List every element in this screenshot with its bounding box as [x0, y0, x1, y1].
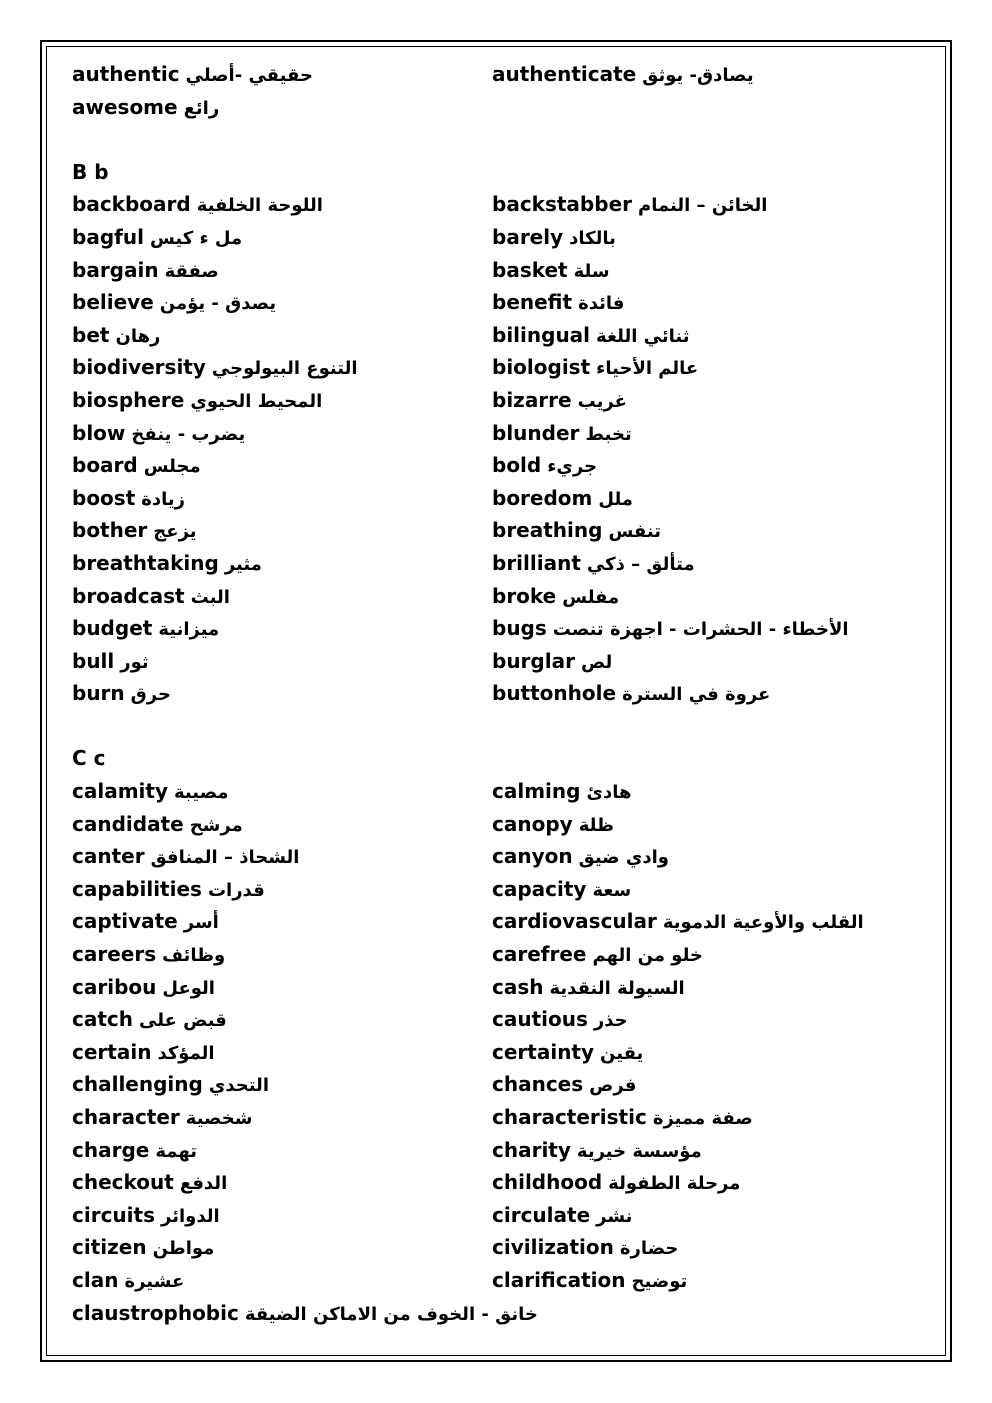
vocab-entry: [492, 775, 631, 810]
arabic-translation: رهان: [115, 325, 161, 347]
arabic-translation: الخائن – النمام: [638, 195, 768, 217]
vocab-entry: [492, 1134, 702, 1169]
arabic-translation: اللوحة الخلفية: [196, 195, 323, 217]
arabic-translation: غريب: [577, 390, 627, 412]
english-word: carefree: [492, 942, 587, 967]
vocab-entry: [492, 1101, 753, 1136]
vocab-row: [72, 547, 932, 580]
vocab-entry: [492, 1068, 636, 1103]
arabic-translation: لص: [580, 651, 613, 673]
arabic-translation: نشر: [596, 1205, 633, 1227]
arabic-translation: تنفس: [608, 521, 661, 543]
vocab-entry: [72, 91, 219, 126]
arabic-translation: حضارة: [619, 1238, 679, 1260]
vocab-row: [72, 1297, 932, 1330]
arabic-translation: سلة: [573, 260, 610, 282]
english-word: board: [72, 453, 138, 478]
vocab-entry: [72, 1199, 220, 1234]
english-word: civilization: [492, 1235, 614, 1260]
arabic-translation: مثير: [224, 553, 262, 575]
vocab-row: [72, 58, 932, 91]
english-word: budget: [72, 616, 153, 641]
english-word: captivate: [72, 909, 178, 934]
vocab-entry: [492, 547, 695, 582]
arabic-translation: ميزانية: [158, 619, 220, 641]
vocab-entry: [492, 351, 698, 386]
vocab-entry: [72, 1036, 215, 1071]
vocab-row: [72, 286, 932, 319]
arabic-translation: ملل: [598, 488, 633, 510]
vocab-entry: [492, 1264, 687, 1299]
section-letter: B b: [72, 159, 109, 184]
english-word: certain: [72, 1039, 152, 1064]
arabic-translation: وظائف: [162, 945, 226, 967]
vocab-entry: [72, 905, 219, 940]
vocab-entry: [492, 188, 767, 223]
vocab-row: [72, 905, 932, 938]
english-word: bold: [492, 453, 542, 478]
arabic-translation: خانق - الخوف من الاماكن الضيقة: [244, 1303, 538, 1325]
vocab-row: [72, 319, 932, 352]
arabic-translation: قبض على: [139, 1010, 227, 1032]
english-word: cash: [492, 974, 544, 999]
vocab-entry: [72, 645, 149, 680]
vocab-entry: [72, 580, 230, 615]
arabic-translation: صفقة: [164, 260, 219, 282]
vocab-row: [72, 1003, 932, 1036]
vocab-entry: [492, 319, 690, 354]
english-word: believe: [72, 290, 154, 315]
vocab-row: [72, 254, 932, 287]
english-word: breathing: [492, 518, 603, 543]
arabic-translation: المحيط الحيوي: [190, 390, 323, 412]
arabic-translation: مجلس: [143, 456, 201, 478]
arabic-translation: البث: [190, 586, 230, 608]
vocab-row: [72, 514, 932, 547]
english-word: calamity: [72, 779, 168, 804]
arabic-translation: السيولة النقدية: [549, 977, 685, 999]
arabic-translation: مؤسسة خيرية: [576, 1140, 702, 1162]
english-word: broadcast: [72, 583, 185, 608]
arabic-translation: قدرات: [207, 879, 265, 901]
vocab-row: [72, 1231, 932, 1264]
english-word: bizarre: [492, 387, 572, 412]
vocab-entry: [72, 514, 197, 549]
vocab-entry: [492, 482, 633, 517]
arabic-translation: خلو من الهم: [592, 945, 703, 967]
english-word: character: [72, 1105, 180, 1129]
vocab-entry: [492, 580, 619, 615]
english-word: catch: [72, 1007, 134, 1032]
vocab-entry: [492, 971, 685, 1006]
arabic-translation: القلب والأوعية الدموية: [662, 912, 864, 934]
arabic-translation: ثور: [120, 651, 149, 673]
vocab-entry: [492, 1036, 643, 1071]
vocab-row: [72, 677, 932, 710]
vocab-entry: [492, 677, 770, 712]
english-word: breathtaking: [72, 550, 219, 575]
vocab-entry: [72, 938, 225, 973]
english-word: backboard: [72, 192, 191, 217]
english-word: barely: [492, 224, 564, 249]
arabic-translation: هادئ: [586, 782, 632, 804]
vocab-entry: [72, 221, 242, 256]
arabic-translation: متألق – ذكي: [586, 553, 695, 575]
english-word: circuits: [72, 1202, 155, 1227]
arabic-translation: يزعج: [153, 521, 197, 543]
vocab-entry: [72, 612, 219, 647]
english-word: caribou: [72, 974, 157, 999]
arabic-translation: تهمة: [155, 1140, 197, 1162]
english-word: chances: [492, 1072, 584, 1097]
arabic-translation: شخصية: [185, 1108, 253, 1129]
arabic-translation: فرص: [589, 1075, 637, 1097]
vocab-entry: [492, 840, 669, 875]
arabic-translation: مفلس: [562, 586, 620, 608]
arabic-translation: يضرب - ينفخ: [131, 423, 246, 445]
english-word: capabilities: [72, 876, 202, 901]
arabic-translation: يصدق - يؤمن: [159, 293, 277, 315]
english-word: charity: [492, 1137, 571, 1162]
vocab-entry: [72, 1231, 214, 1266]
section-spacer: [72, 123, 932, 156]
vocab-entry: [492, 384, 627, 419]
arabic-translation: فائدة: [578, 293, 625, 315]
english-word: charge: [72, 1137, 150, 1162]
english-word: canter: [72, 844, 145, 869]
arabic-translation: يصادق- يوثق: [642, 65, 754, 86]
english-word: characteristic: [492, 1105, 647, 1129]
vocab-entry: [492, 612, 849, 647]
arabic-translation: الأخطاء - الحشرات - اجهزة تنصت: [552, 619, 849, 641]
vocab-row: [72, 1264, 932, 1297]
vocab-entry: [72, 254, 219, 289]
vocab-entry: [72, 319, 160, 354]
english-word: backstabber: [492, 192, 632, 217]
english-word: blow: [72, 420, 126, 445]
english-word: bargain: [72, 257, 159, 282]
english-word: candidate: [72, 811, 184, 836]
english-word: broke: [492, 583, 557, 608]
arabic-translation: الدوائر: [161, 1205, 220, 1227]
arabic-translation: زيادة: [141, 488, 186, 510]
vocab-entry: [492, 1231, 678, 1266]
section-heading: [72, 742, 932, 775]
vocab-entry: [492, 1166, 740, 1201]
vocab-entry: [72, 677, 171, 712]
vocab-row: [72, 971, 932, 1004]
english-word: clarification: [492, 1267, 626, 1292]
english-word: buttonhole: [492, 681, 617, 706]
english-word: bilingual: [492, 322, 591, 347]
vocab-row: [72, 482, 932, 515]
english-word: burn: [72, 681, 125, 706]
arabic-translation: مواطن: [152, 1238, 215, 1260]
vocab-row: [72, 384, 932, 417]
vocab-entry: [72, 808, 243, 843]
english-word: canopy: [492, 811, 573, 836]
vocab-entry: [492, 514, 661, 549]
arabic-translation: التنوع البيولوجي: [211, 358, 358, 380]
arabic-translation: أسر: [183, 912, 219, 934]
english-word: checkout: [72, 1170, 174, 1195]
arabic-translation: وادي ضيق: [578, 847, 669, 869]
vocab-row: [72, 449, 932, 482]
vocab-entry: [72, 58, 313, 93]
arabic-translation: حذر: [593, 1010, 628, 1032]
arabic-translation: ثنائي اللغة: [596, 325, 690, 347]
english-word: certainty: [492, 1039, 595, 1064]
arabic-translation: الوعل: [162, 977, 215, 999]
vocab-entry: [492, 417, 632, 452]
vocab-entry: [492, 286, 624, 321]
english-word: claustrophobic: [72, 1300, 239, 1325]
english-word: boredom: [492, 485, 593, 510]
english-word: basket: [492, 257, 568, 282]
vocab-row: [72, 221, 932, 254]
vocab-row: [72, 1068, 932, 1101]
english-word: boost: [72, 485, 136, 510]
arabic-translation: حرق: [130, 684, 171, 706]
english-word: bother: [72, 518, 148, 543]
vocab-row: [72, 612, 932, 645]
vocab-entry: [72, 188, 323, 223]
vocab-entry: [72, 1297, 538, 1332]
english-word: biosphere: [72, 387, 185, 412]
english-word: bagful: [72, 224, 144, 249]
english-word: cardiovascular: [492, 909, 657, 934]
english-word: childhood: [492, 1170, 603, 1195]
vocab-row: [72, 1036, 932, 1069]
arabic-translation: المؤكد: [157, 1042, 215, 1064]
vocab-entry: [72, 1101, 252, 1136]
vocab-entry: [72, 840, 299, 875]
vocab-row: [72, 91, 932, 124]
vocab-entry: [72, 1068, 269, 1103]
arabic-translation: سعة: [592, 879, 632, 901]
vocab-entry: [72, 351, 358, 386]
english-word: careers: [72, 942, 157, 967]
arabic-translation: صفة مميزة: [652, 1108, 753, 1129]
arabic-translation: عروة في السترة: [622, 684, 771, 706]
arabic-translation: مرشح: [189, 814, 243, 836]
english-word: capacity: [492, 876, 587, 901]
english-word: challenging: [72, 1072, 203, 1097]
vocab-row: [72, 1134, 932, 1167]
vocab-entry: [492, 449, 597, 484]
english-word: brilliant: [492, 550, 581, 575]
vocab-entry: [72, 384, 322, 419]
vocab-row: [72, 1166, 932, 1199]
english-word: authenticate: [492, 62, 637, 86]
english-word: awesome: [72, 94, 178, 119]
vocab-entry: [72, 449, 201, 484]
vocab-row: [72, 1199, 932, 1232]
english-word: biodiversity: [72, 355, 206, 380]
english-word: bull: [72, 648, 115, 673]
vocab-entry: [72, 286, 276, 321]
arabic-translation: بالكاد: [569, 227, 616, 249]
vocab-entry: [492, 254, 610, 289]
english-word: authentic: [72, 62, 180, 86]
vocab-row: [72, 840, 932, 873]
vocab-row: [72, 645, 932, 678]
vocab-row: [72, 580, 932, 613]
arabic-translation: الدفع: [179, 1173, 228, 1195]
section-letter: C c: [72, 746, 106, 771]
english-word: bet: [72, 322, 110, 347]
arabic-translation: مل ء كيس: [149, 227, 243, 249]
vocab-row: [72, 417, 932, 450]
english-word: citizen: [72, 1235, 147, 1260]
arabic-translation: رائع: [183, 97, 220, 119]
arabic-translation: يقين: [600, 1042, 644, 1064]
english-word: clan: [72, 1267, 119, 1292]
vocab-entry: [72, 873, 265, 908]
vocab-entry: [72, 1264, 184, 1299]
section-heading: [72, 156, 932, 189]
vocab-entry: [72, 971, 215, 1006]
vocab-entry: [492, 808, 614, 843]
vocab-row: [72, 938, 932, 971]
english-word: canyon: [492, 844, 573, 869]
english-word: cautious: [492, 1007, 588, 1032]
vocab-row: [72, 775, 932, 808]
english-word: circulate: [492, 1202, 591, 1227]
vocabulary-list: [72, 58, 932, 1329]
arabic-translation: ظلة: [578, 814, 614, 836]
vocab-entry: [72, 775, 229, 810]
arabic-translation: مصيبة: [174, 782, 229, 804]
section-spacer: [72, 710, 932, 743]
english-word: biologist: [492, 355, 591, 380]
arabic-translation: حقيقي -أصلي: [185, 65, 313, 86]
vocab-entry: [492, 1003, 628, 1038]
vocab-entry: [492, 1199, 632, 1234]
arabic-translation: التحدي: [208, 1075, 269, 1097]
english-word: blunder: [492, 420, 580, 445]
english-word: burglar: [492, 648, 575, 673]
arabic-translation: عالم الأحياء: [596, 358, 699, 380]
english-word: benefit: [492, 290, 573, 315]
vocab-entry: [72, 1134, 197, 1169]
english-word: bugs: [492, 616, 547, 641]
vocab-entry: [72, 1166, 227, 1201]
vocab-row: [72, 351, 932, 384]
arabic-translation: توضيح: [631, 1270, 688, 1292]
arabic-translation: الشحاذ – المنافق: [150, 847, 300, 869]
vocab-entry: [72, 417, 245, 452]
vocab-row: [72, 1101, 932, 1134]
vocab-row: [72, 873, 932, 906]
vocab-entry: [492, 645, 612, 680]
english-word: calming: [492, 779, 581, 804]
vocab-entry: [72, 1003, 227, 1038]
vocab-entry: [492, 905, 864, 940]
vocab-entry: [492, 873, 631, 908]
vocab-entry: [72, 547, 262, 582]
arabic-translation: جريء: [547, 456, 598, 478]
vocab-entry: [492, 58, 754, 93]
arabic-translation: تخبط: [585, 423, 632, 445]
arabic-translation: مرحلة الطفولة: [608, 1173, 741, 1195]
vocab-row: [72, 188, 932, 221]
vocab-entry: [492, 938, 703, 973]
vocab-row: [72, 808, 932, 841]
vocab-entry: [492, 221, 616, 256]
vocab-entry: [72, 482, 185, 517]
arabic-translation: عشيرة: [124, 1270, 185, 1292]
